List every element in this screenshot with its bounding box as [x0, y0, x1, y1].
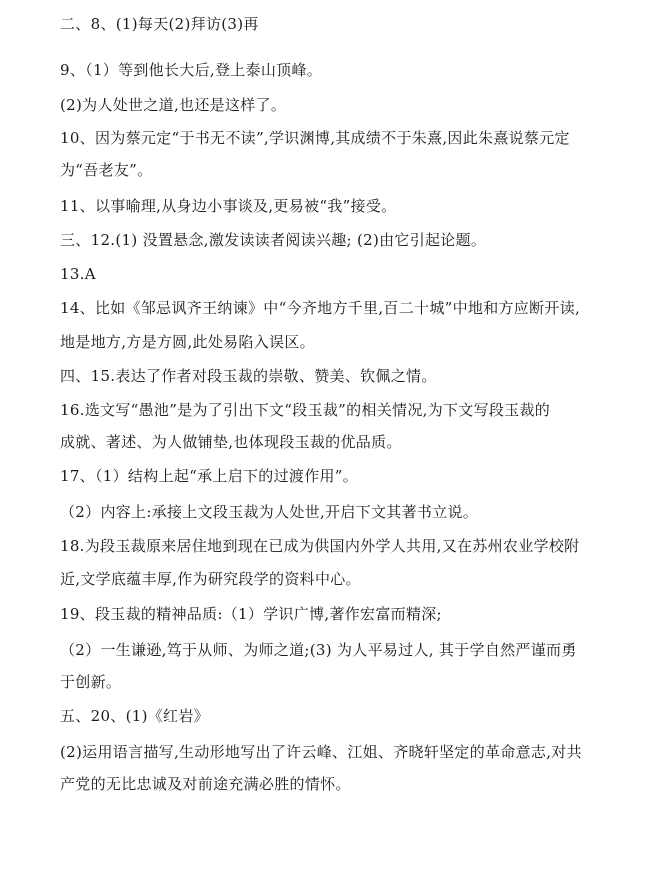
answer-line-4: 10、因为蔡元定“于书无不读”,学识渊博,其成绩不于朱熹,因此朱熹说蔡元定 [60, 129, 570, 147]
answer-line-3: (2)为人处世之道,也还是这样了。 [60, 96, 287, 114]
answer-line-20: 于创新。 [60, 673, 122, 691]
answer-line-11: 四、15.表达了作者对段玉裁的崇敬、赞美、钦佩之情。 [60, 367, 437, 385]
answer-line-7: 三、12.(1) 没置悬念,激发读读者阅读兴趣; (2)由它引起论题。 [60, 231, 487, 249]
answer-line-9: 14、比如《邹忌讽齐王纳谏》中“今齐地方千里,百二十城”中地和方应断开读, [60, 299, 581, 317]
answer-line-17: 近,文学底蕴丰厚,作为研究段学的资料中心。 [60, 570, 361, 588]
answer-line-23: 产党的无比忠诚及对前途充满必胜的情怀。 [60, 775, 351, 793]
answer-line-16: 18.为段玉裁原来居住地到现在已成为供国内外学人共用,又在苏州农业学校附 [60, 537, 580, 555]
answer-line-2: 9、（1）等到他长大后,登上泰山顶峰。 [60, 61, 323, 79]
answer-line-10: 地是地方,方是方圆,此处易陷入误区。 [60, 333, 315, 351]
answer-line-18: 19、段玉裁的精神品质:（1）学识广博,著作宏富而精深; [60, 605, 442, 623]
answer-line-21: 五、20、(1)《红岩》 [60, 707, 209, 725]
answer-line-12: 16.选文写“愚池”是为了引出下文“段玉裁”的相关情况,为下文写段玉裁的 [60, 401, 551, 419]
answer-line-8: 13.A [60, 265, 96, 283]
answer-line-5: 为“吾老友”。 [60, 161, 153, 179]
answer-line-22: (2)运用语言描写,生动形地写出了许云峰、江姐、齐晓轩坚定的革命意志,对共 [60, 743, 582, 761]
answer-line-15: （2）内容上:承接上文段玉裁为人处世,开启下文其著书立说。 [60, 503, 479, 521]
answer-line-14: 17、（1）结构上起“承上启下的过渡作用”。 [60, 467, 359, 485]
answer-line-6: 11、以事喻理,从身边小事谈及,更易被“我”接受。 [60, 197, 397, 215]
answer-line-19: （2）一生谦逊,笃于从师、为师之道;(3) 为人平易过人, 其于学自然严谨而勇 [60, 641, 577, 659]
answer-line-13: 成就、著述、为人做铺垫,也体现段玉裁的优品质。 [60, 433, 402, 451]
answer-line-1: 二、8、(1)每天(2)拜访(3)再 [60, 15, 259, 33]
